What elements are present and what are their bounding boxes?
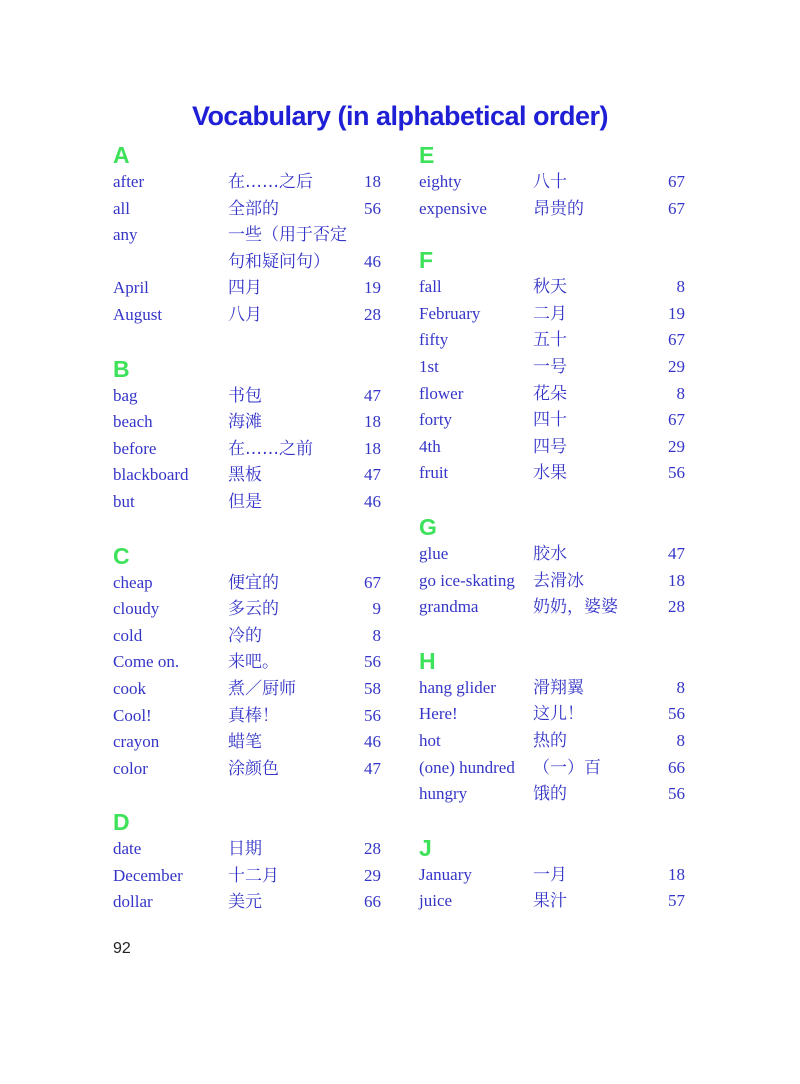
entry-translation: 果汁 [533,891,567,912]
vocab-entry [113,302,381,329]
entry-word: glue [419,543,449,563]
vocab-entry [113,383,381,410]
entry-page: 28 [364,839,381,859]
vocab-entry [113,623,381,650]
entry-translation: 一些（用于否定句和疑问句） [228,225,347,272]
entry-page: 46 [364,491,381,511]
entry-word: all [113,198,130,218]
entry-translation: 一号 [533,356,567,377]
entry-word: crayon [113,732,160,752]
entry-translation: 日期 [228,839,262,860]
entry-word: fifty [419,330,449,350]
vocab-entry [419,675,685,702]
entry-word: go ice-skating [419,570,515,590]
entry-translation: 全部的 [228,198,279,219]
entry-word: before [113,438,157,458]
section-f [419,246,685,487]
vocabulary-column-right [419,141,685,915]
entry-page: 8 [676,383,685,403]
entry-translation: 四月 [228,278,262,299]
entry-translation: 便宜的 [228,572,279,593]
entry-page: 19 [364,278,381,298]
entry-word: Come on. [113,652,180,672]
entry-translation: 二月 [533,303,567,324]
entry-translation: 四十 [533,410,567,431]
section-letter: E [419,142,435,168]
entry-translation: 花朵 [533,383,567,404]
entry-word: 4th [419,436,441,456]
entry-word: any [113,225,138,245]
vocab-entry [113,703,381,730]
entry-page: 29 [364,865,381,885]
entry-page: 18 [668,864,685,884]
entry-translation: 一月 [533,864,567,885]
vocab-entry [113,222,381,275]
entry-page: 56 [364,705,381,725]
entry-translation: 滑翔翼 [533,677,584,698]
entry-page: 47 [364,465,381,485]
entry-translation: 黑板 [228,465,262,486]
entry-translation: 海滩 [228,412,262,433]
entry-word: fruit [419,463,449,483]
vocab-entry [419,381,685,408]
entry-translation: 在……之前 [228,438,313,459]
entry-translation: 来吧。 [228,652,279,673]
vocab-entry [419,728,685,755]
entry-translation: 去滑冰 [533,570,584,591]
entry-translation: 饿的 [533,784,567,805]
vocab-entry [113,889,381,916]
entry-word: January [419,864,472,884]
vocab-entry [113,863,381,890]
section-c [113,542,381,783]
vocab-entry [113,756,381,783]
section-letter: G [419,513,437,540]
section-letter: J [419,834,432,861]
entry-word: dollar [113,892,153,912]
vocab-entry [113,169,381,196]
entry-translation: 奶奶，婆婆 [533,597,618,618]
entry-page: 56 [668,704,685,724]
vocab-entry [113,436,381,463]
vocab-entry [419,301,685,328]
entry-translation: 涂颜色 [228,758,279,779]
entry-translation: 胶水 [533,543,567,564]
vocab-entry [419,274,685,301]
section-j [419,834,685,915]
entry-word: bag [113,385,138,405]
entry-page: 18 [364,412,381,432]
entry-page: 46 [364,732,381,752]
vocab-entry [113,676,381,703]
vocab-entry [113,462,381,489]
entry-translation: 美元 [228,892,262,913]
entry-page: 47 [364,385,381,405]
vocab-entry [419,196,685,223]
entry-word: blackboard [113,465,189,485]
vocab-entry [113,729,381,756]
entry-page: 56 [668,784,685,804]
entry-page: 46 [364,251,381,271]
vocabulary-column-left [113,141,381,916]
entry-word: cheap [113,572,153,592]
entry-page: 8 [676,677,685,697]
entry-page: 18 [364,172,381,191]
entry-page: 47 [364,758,381,778]
section-b [113,355,381,516]
vocab-entry [419,781,685,808]
entry-page: 58 [364,678,381,698]
vocab-entry [113,196,381,223]
entry-page: 47 [668,543,685,563]
entry-page: 28 [364,304,381,324]
entry-word: expensive [419,198,487,218]
vocab-entry [113,570,381,597]
entry-translation: 冷的 [228,625,262,646]
entry-translation: 四号 [533,436,567,457]
page-title: Vocabulary (in alphabetical order) [191,101,609,131]
vocab-entry [419,434,685,461]
entry-word: flower [419,383,464,403]
entry-translation: 秋天 [533,277,567,298]
section-g [419,513,685,621]
entry-word: August [113,304,163,324]
page-number: 92 [113,940,131,957]
entry-page: 67 [668,410,685,430]
entry-translation: 八月 [228,304,262,325]
entry-word: hot [419,730,441,750]
entry-word: fall [419,277,442,297]
vocab-entry [419,354,685,381]
entry-page: 18 [668,570,685,590]
vocab-entry [419,888,685,915]
entry-word: Cool! [113,705,152,725]
vocab-entry [419,701,685,728]
section-letter: B [113,355,130,382]
entry-word: juice [419,891,453,911]
vocab-entry [419,541,685,568]
entry-translation: 书包 [228,385,262,406]
section-a [113,141,381,329]
entry-word: eighty [419,172,462,191]
section-letter: A [113,142,130,168]
vocab-entry [113,649,381,676]
vocab-entry [113,836,381,863]
section-letter: F [419,247,434,274]
entry-page: 56 [364,198,381,218]
entry-translation: 昂贵的 [533,198,584,219]
entry-word: cloudy [113,599,160,619]
entry-page: 67 [364,572,381,592]
entry-page: 19 [668,303,685,323]
entry-page: 18 [364,438,381,458]
entry-word: after [113,172,145,191]
entry-page: 29 [668,356,685,376]
entry-word: but [113,491,135,511]
entry-translation: 五十 [533,330,567,351]
entry-page: 28 [668,597,685,617]
section-letter: C [113,542,130,569]
entry-word: grandma [419,597,479,617]
entry-page: 67 [668,330,685,350]
entry-translation: （一）百 [533,757,601,778]
section-e [419,141,685,222]
entry-page: 57 [668,891,685,911]
entry-word: date [113,839,142,859]
entry-word: color [113,758,148,778]
vocab-entry [419,755,685,782]
entry-word: hang glider [419,677,496,697]
vocab-entry [419,169,685,196]
entry-word: December [113,865,183,885]
entry-page: 8 [372,625,381,645]
entry-translation: 水果 [533,463,567,484]
section-letter: D [113,809,130,836]
vocab-entry [419,407,685,434]
entry-word: forty [419,410,453,430]
entry-page: 66 [668,757,685,777]
entry-translation: 在……之后 [228,172,313,192]
entry-page: 8 [676,730,685,750]
entry-page: 66 [364,892,381,912]
entry-word: cook [113,678,147,698]
entry-translation: 多云的 [228,599,279,620]
vocab-entry [113,409,381,436]
entry-page: 9 [372,599,381,619]
vocab-entry [113,596,381,623]
entry-word: cold [113,625,143,645]
entry-translation: 这儿！ [533,704,584,725]
entry-translation: 煮／厨师 [228,678,296,699]
entry-translation: 但是 [228,491,262,512]
entry-translation: 真棒！ [228,705,279,726]
entry-page: 29 [668,436,685,456]
vocab-entry [419,862,685,889]
section-letter: H [419,647,436,674]
entry-page: 56 [668,463,685,483]
entry-word: beach [113,412,153,432]
vocab-entry [419,327,685,354]
entry-page: 56 [364,652,381,672]
entry-translation: 十二月 [228,865,279,886]
vocab-entry [419,594,685,621]
entry-word: February [419,303,481,323]
vocab-entry [113,275,381,302]
vocab-entry [419,568,685,595]
entry-page: 67 [668,172,685,191]
entry-translation: 八十 [533,172,567,192]
vocab-entry [419,460,685,487]
section-h [419,647,685,808]
entry-page: 67 [668,198,685,218]
entry-word: Here! [419,704,458,724]
entry-page: 8 [676,277,685,297]
entry-word: April [113,278,149,298]
vocab-entry [113,489,381,516]
entry-word: (one) hundred [419,757,515,777]
section-d [113,808,381,916]
entry-word: hungry [419,784,468,804]
entry-translation: 热的 [533,730,567,751]
entry-translation: 蜡笔 [228,732,262,753]
entry-word: 1st [419,356,439,376]
